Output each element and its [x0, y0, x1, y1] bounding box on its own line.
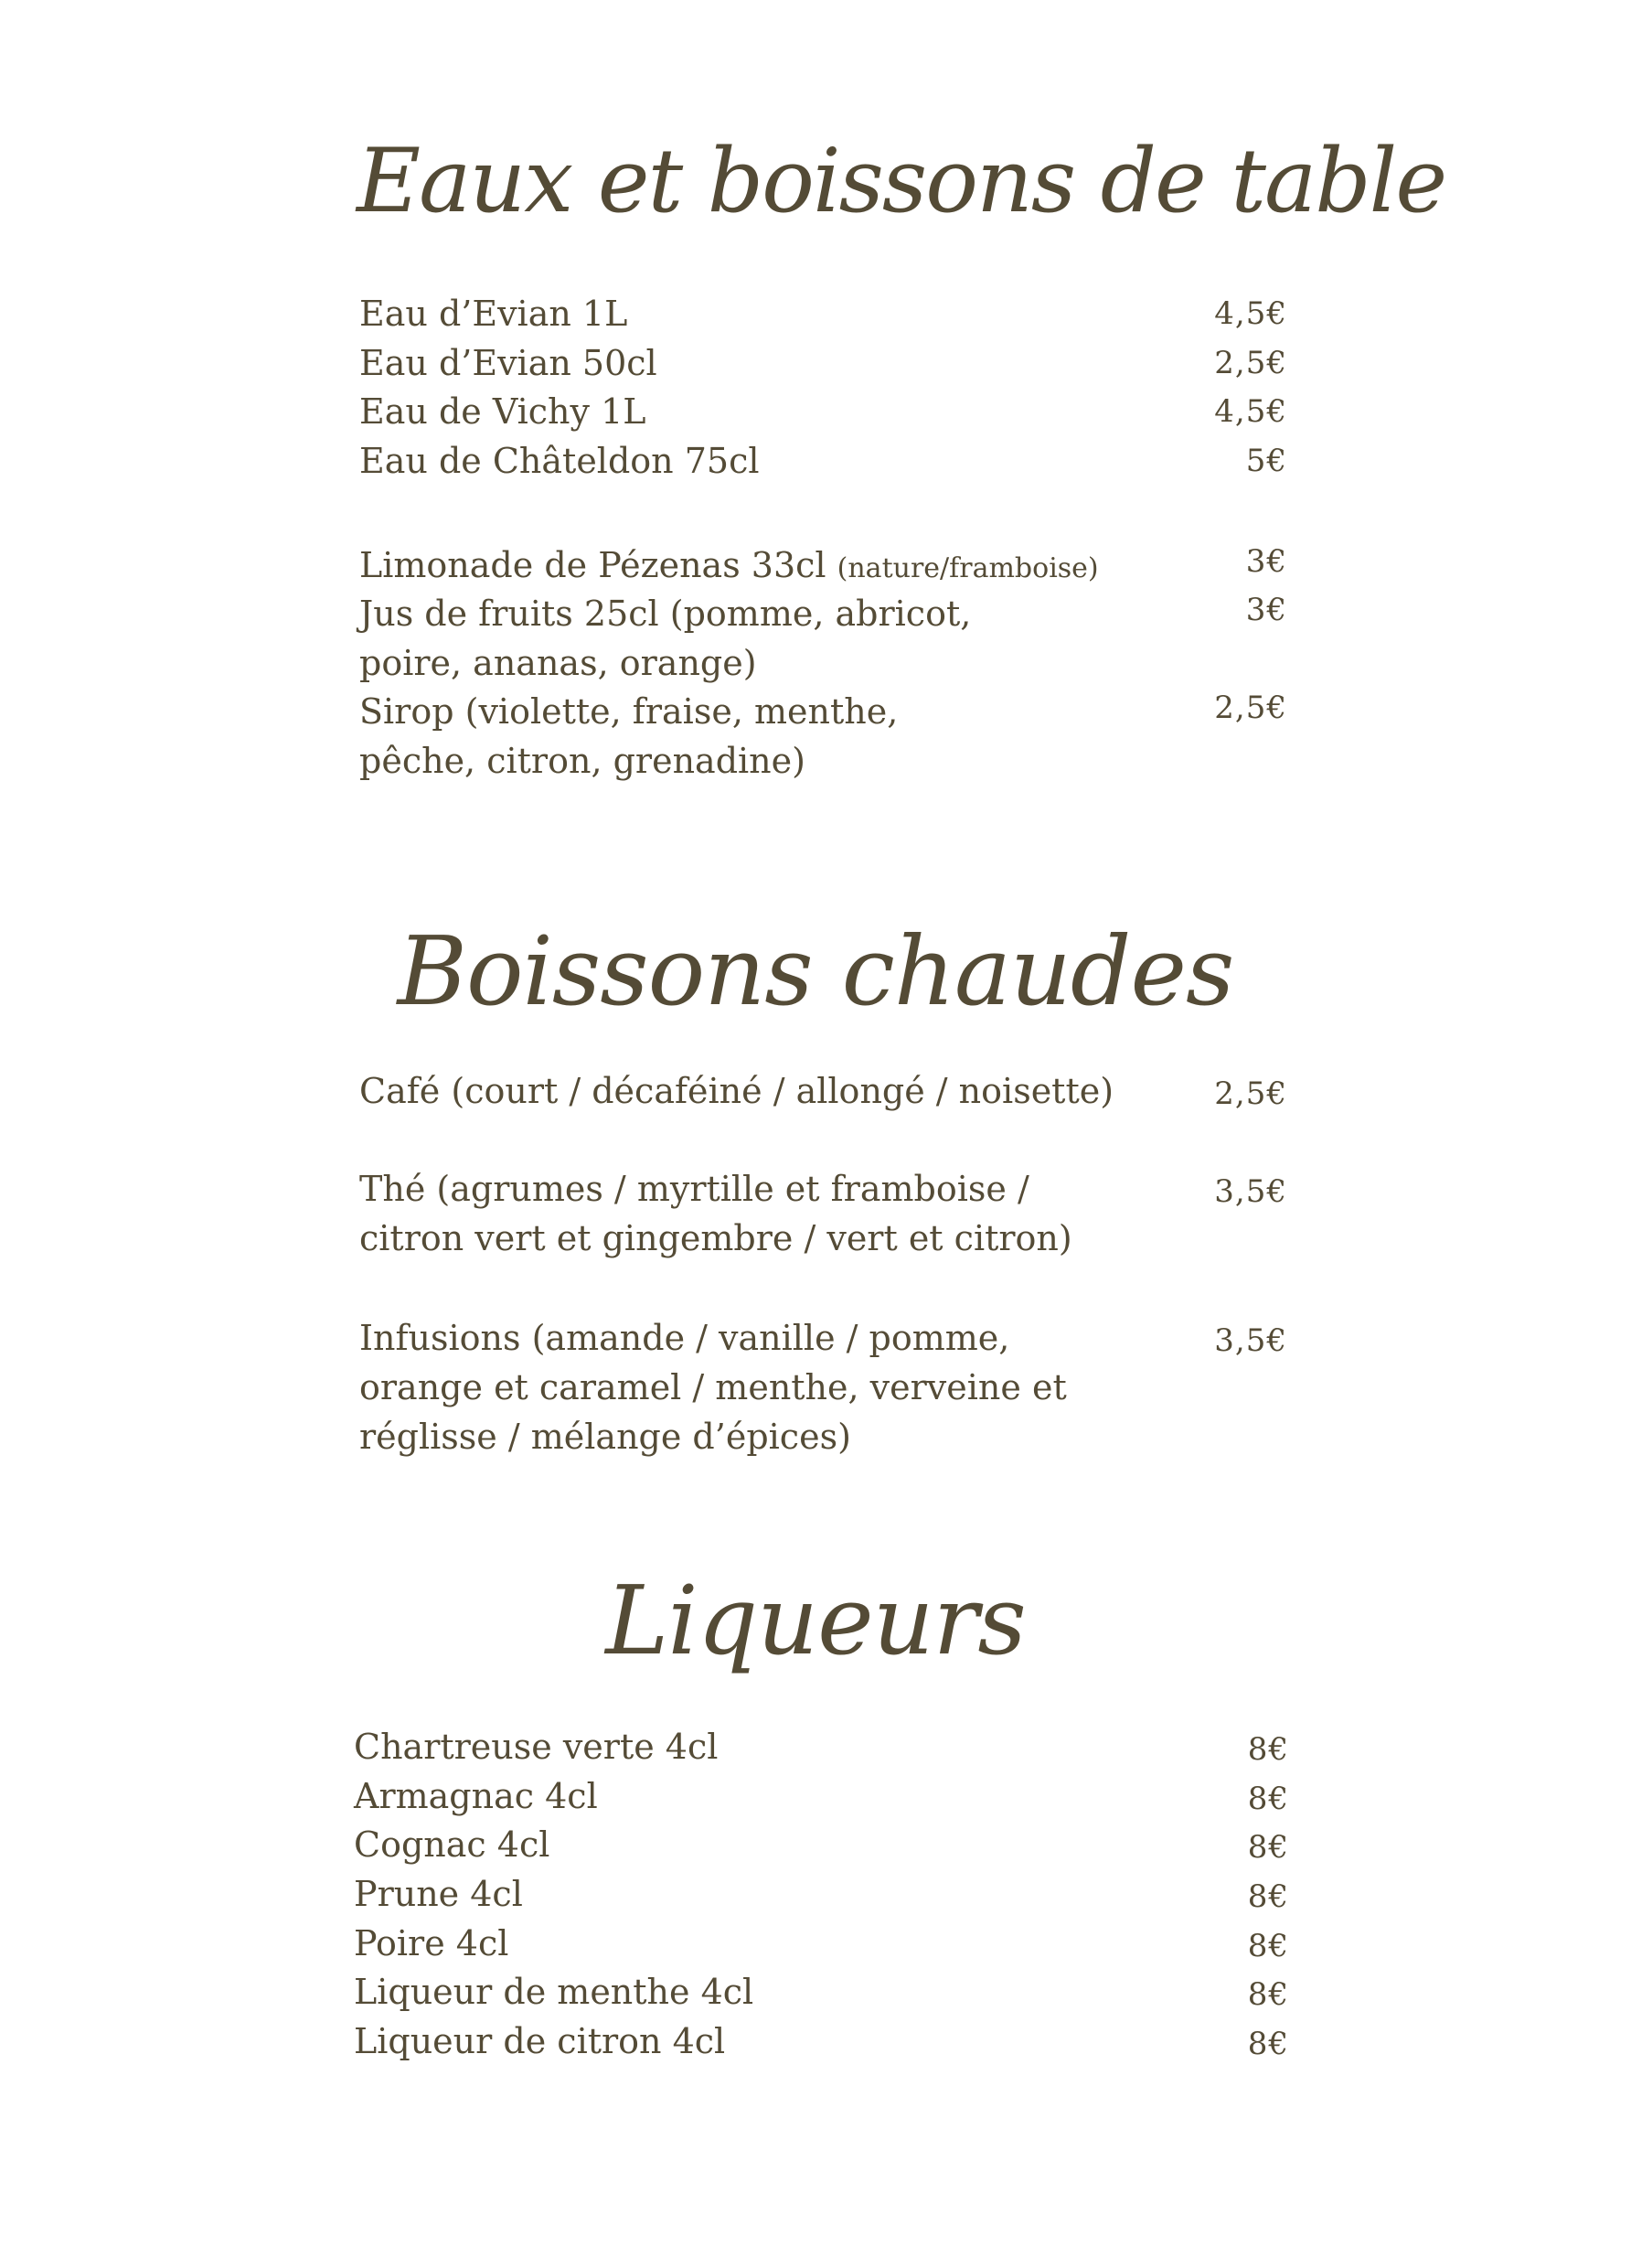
menu-item-price: 8€: [1247, 1829, 1289, 1866]
menu-item-name-line2: poire, ananas, orange): [359, 643, 757, 683]
menu-item-price: 3€: [1245, 543, 1287, 580]
menu-item-price: 8€: [1247, 1878, 1289, 1915]
menu-item-price: 3€: [1245, 592, 1287, 628]
menu-item-label: Limonade de Pézenas 33cl: [359, 545, 837, 585]
menu-item-name: Armagnac 4cl: [354, 1776, 598, 1816]
menu-item-name: Thé (agrumes / myrtille et framboise /: [359, 1169, 1029, 1209]
menu-item-name: Cognac 4cl: [354, 1824, 550, 1865]
menu-item-name-line2: pêche, citron, grenadine): [359, 741, 805, 781]
section-title-eaux: Eaux et boissons de table: [357, 130, 1446, 232]
menu-item-price: 4,5€: [1214, 393, 1287, 430]
menu-item-price: 2,5€: [1214, 690, 1287, 726]
menu-item-name-line2: citron vert et gingembre / vert et citron): [359, 1218, 1072, 1258]
menu-item-name: Infusions (amande / vanille / pomme,: [359, 1318, 1010, 1358]
menu-item-name: Poire 4cl: [354, 1923, 509, 1963]
menu-item-name: Liqueur de citron 4cl: [354, 2021, 726, 2061]
menu-item-name: Chartreuse verte 4cl: [354, 1727, 719, 1767]
menu-item-price: 5€: [1245, 443, 1287, 479]
menu-item-name: Prune 4cl: [354, 1874, 523, 1914]
menu-item-price: 8€: [1247, 1731, 1289, 1768]
menu-item-price: 3,5€: [1214, 1173, 1287, 1210]
menu-item-name-line2: orange et caramel / menthe, verveine et: [359, 1367, 1067, 1407]
menu-item-name: Café (court / décaféiné / allongé / noisette): [359, 1071, 1114, 1111]
menu-item-name: Jus de fruits 25cl (pomme, abricot,: [359, 594, 972, 634]
menu-item-price: 4,5€: [1214, 295, 1287, 332]
menu-item-name: Eau de Vichy 1L: [359, 391, 646, 432]
section-title-liqueurs: Liqueurs: [605, 1565, 1026, 1676]
menu-item-price: 2,5€: [1214, 345, 1287, 381]
menu-item-price: 8€: [1247, 1781, 1289, 1817]
menu-item-price: 8€: [1247, 2026, 1289, 2062]
menu-item-name: Eau d’Evian 1L: [359, 294, 628, 334]
menu-item-price: 3,5€: [1214, 1322, 1287, 1359]
menu-item-note: (nature/framboise): [837, 552, 1099, 584]
section-title-chaudes: Boissons chaudes: [397, 915, 1234, 1027]
menu-item-name-line3: réglisse / mélange d’épices): [359, 1417, 851, 1457]
menu-item-name: [359, 541, 1099, 594]
menu-item-name: Eau d’Evian 50cl: [359, 343, 657, 383]
menu-item-name: Eau de Châteldon 75cl: [359, 441, 760, 481]
menu-item-price: 2,5€: [1214, 1075, 1287, 1112]
menu-item-name: Liqueur de menthe 4cl: [354, 1972, 754, 2012]
menu-item-name: Sirop (violette, fraise, menthe,: [359, 691, 899, 732]
menu-item-price: 8€: [1247, 1976, 1289, 2013]
menu-item-price: 8€: [1247, 1928, 1289, 1964]
